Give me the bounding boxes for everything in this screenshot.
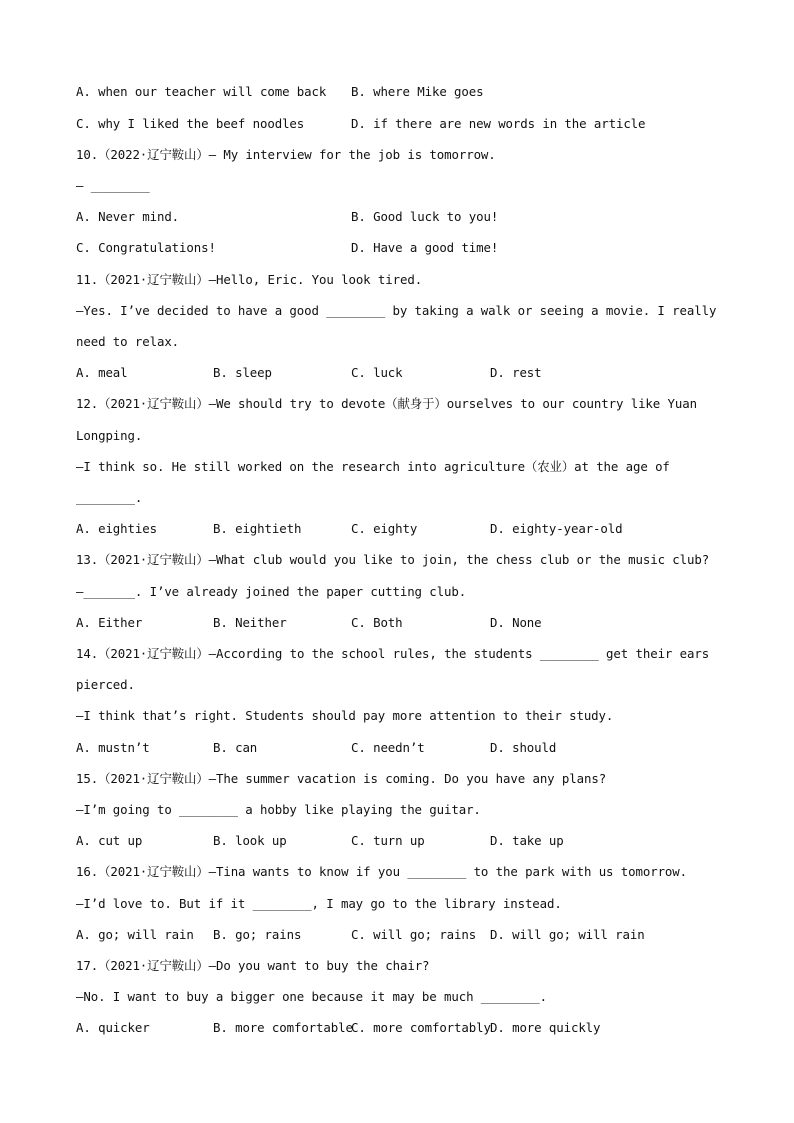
- q10-option-c: C. Congratulations!: [76, 240, 216, 255]
- q12-option-c: C. eighty: [351, 521, 418, 536]
- q14-stem: 14.（2021·辽宁鞍山）—According to the school rules, the students ________ get their ears: [76, 646, 710, 661]
- q13-option-a: A. Either: [76, 615, 143, 630]
- q17-option-d: D. more quickly: [490, 1020, 601, 1035]
- q16-option-b: B. go; rains: [213, 927, 302, 942]
- q10-option-d: D. Have a good time!: [351, 240, 499, 255]
- q9-option-d: D. if there are new words in the article: [351, 116, 646, 131]
- q12-line2: Longping.: [76, 428, 143, 443]
- q12-option-d: D. eighty-year-old: [490, 521, 623, 536]
- q10-option-b: B. Good luck to you!: [351, 209, 499, 224]
- q13-line2: —_______. I’ve already joined the paper cutting club.: [76, 584, 467, 599]
- q12-option-a: A. eighties: [76, 521, 157, 536]
- q14-option-c: C. needn’t: [351, 740, 425, 755]
- q17-line2: —No. I want to buy a bigger one because it may be much ________.: [76, 989, 548, 1004]
- q16-line2: —I’d love to. But if it ________, I may go to the library instead.: [76, 896, 562, 911]
- q12-stem: 12.（2021·辽宁鞍山）—We should try to devote（献身于）ourselves to our country like Yuan: [76, 396, 697, 411]
- q12-line4: ________.: [76, 490, 143, 505]
- q16-option-d: D. will go; will rain: [490, 927, 645, 942]
- q9-option-a: A. when our teacher will come back: [76, 84, 327, 99]
- q12-option-b: B. eightieth: [213, 521, 302, 536]
- q15-option-c: C. turn up: [351, 833, 425, 848]
- q10-stem: 10.（2022·辽宁鞍山）— My interview for the job is tomorrow.: [76, 147, 496, 162]
- q17-stem: 17.（2021·辽宁鞍山）—Do you want to buy the chair?: [76, 958, 430, 973]
- q15-option-a: A. cut up: [76, 833, 143, 848]
- q14-option-d: D. should: [490, 740, 557, 755]
- q13-option-c: C. Both: [351, 615, 403, 630]
- q17-option-c: C. more comfortably: [351, 1020, 491, 1035]
- q13-option-b: B. Neither: [213, 615, 287, 630]
- q11-line2: —Yes. I’ve decided to have a good ________ by taking a walk or seeing a movie. I really: [76, 303, 717, 318]
- q11-option-b: B. sleep: [213, 365, 272, 380]
- q14-option-b: B. can: [213, 740, 258, 755]
- q10-option-a: A. Never mind.: [76, 209, 180, 224]
- q11-option-d: D. rest: [490, 365, 542, 380]
- q11-option-c: C. luck: [351, 365, 403, 380]
- q15-stem: 15.（2021·辽宁鞍山）—The summer vacation is coming. Do you have any plans?: [76, 771, 607, 786]
- q9-option-c: C. why I liked the beef noodles: [76, 116, 305, 131]
- q16-option-c: C. will go; rains: [351, 927, 477, 942]
- q16-option-a: A. go; will rain: [76, 927, 194, 942]
- q11-stem: 11.（2021·辽宁鞍山）—Hello, Eric. You look tired.: [76, 272, 423, 287]
- q15-option-d: D. take up: [490, 833, 564, 848]
- q15-line2: —I’m going to ________ a hobby like playing the guitar.: [76, 802, 481, 817]
- q16-stem: 16.（2021·辽宁鞍山）—Tina wants to know if you ________ to the park with us tomorrow.: [76, 864, 688, 879]
- q14-line2: pierced.: [76, 677, 135, 692]
- q12-line3: —I think so. He still worked on the research into agriculture（农业）at the age of: [76, 459, 670, 474]
- q11-option-a: A. meal: [76, 365, 128, 380]
- q9-option-b: B. where Mike goes: [351, 84, 484, 99]
- q11-line3: need to relax.: [76, 334, 180, 349]
- q14-option-a: A. mustn’t: [76, 740, 150, 755]
- q10-line2: — ________: [76, 178, 150, 193]
- q13-stem: 13.（2021·辽宁鞍山）—What club would you like to join, the chess club or the music club?: [76, 552, 710, 567]
- q14-line3: —I think that’s right. Students should pay more attention to their study.: [76, 708, 614, 723]
- q17-option-b: B. more comfortable: [213, 1020, 353, 1035]
- q17-option-a: A. quicker: [76, 1020, 150, 1035]
- q13-option-d: D. None: [490, 615, 542, 630]
- q15-option-b: B. look up: [213, 833, 287, 848]
